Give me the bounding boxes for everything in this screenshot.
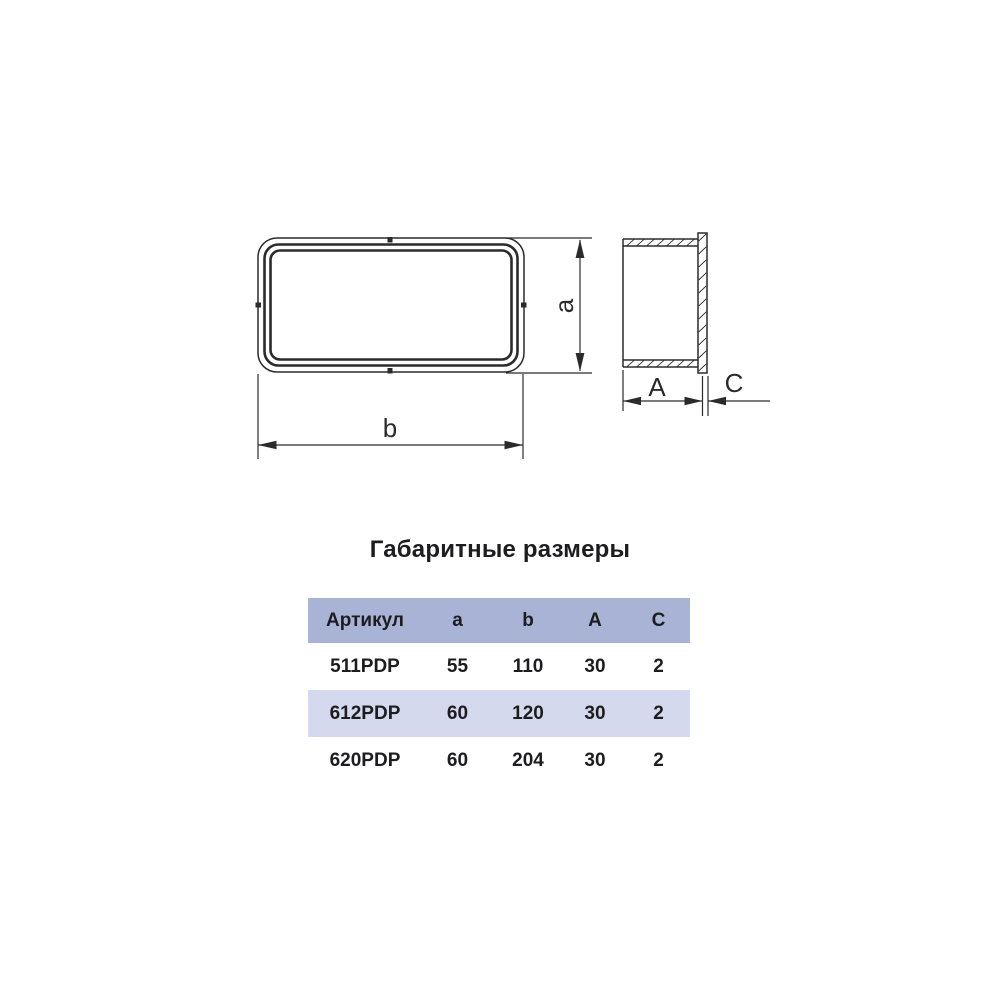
dimension-a [506,238,592,373]
table-row [308,690,690,737]
front-inner-contour [271,251,512,360]
arrow-left-icon [708,397,726,405]
arrow-up-icon [576,240,585,259]
cell-b: 110 [512,655,544,677]
front-view [256,237,527,374]
front-outer-contour [258,238,524,372]
dimension-C-label: C [724,368,744,398]
dimension-b-label: b [382,413,398,443]
parting-line-ticks [256,237,527,374]
cell-b: 204 [512,749,544,771]
cell-C: 2 [653,749,664,771]
side-view [623,233,707,373]
cell-article: 620PDP [329,749,401,771]
cell-a: 60 [446,702,469,724]
cell-A: 30 [584,702,606,724]
bottom-wall-hatching [627,360,694,366]
arrow-left-icon [258,441,277,450]
dimension-a-label: a [549,298,579,314]
column-header-b: b [522,609,534,631]
column-header-article: Артикул [326,609,404,631]
cell-a: 55 [446,655,469,677]
cell-C: 2 [653,702,664,724]
table-header-row [308,598,690,643]
cell-article: 612PDP [329,702,401,724]
dimension-depth-A [623,370,703,416]
cell-b: 120 [512,702,544,724]
dimension-flange-C [708,368,770,416]
arrow-left-icon [623,397,641,405]
table-row [308,737,690,784]
cell-C: 2 [653,655,664,677]
cell-article: 511PDP [330,655,400,677]
arrow-right-icon [505,441,524,450]
dimensions-table [308,598,690,784]
arrow-right-icon [685,397,703,405]
cell-A: 30 [584,655,606,677]
column-header-a: a [452,609,463,631]
column-header-C: C [651,609,666,631]
table-row [308,643,690,690]
cell-a: 60 [446,749,469,771]
page-title: Габаритные размеры [369,536,631,563]
top-wall-hatching [627,239,694,245]
dimension-b [258,374,523,459]
arrow-down-icon [576,353,585,372]
front-middle-contour [265,245,518,366]
flange-hatching [699,234,707,371]
dimension-A-label: A [648,372,666,402]
column-header-A: A [588,609,602,631]
cell-A: 30 [584,749,606,771]
side-walls [623,239,698,367]
